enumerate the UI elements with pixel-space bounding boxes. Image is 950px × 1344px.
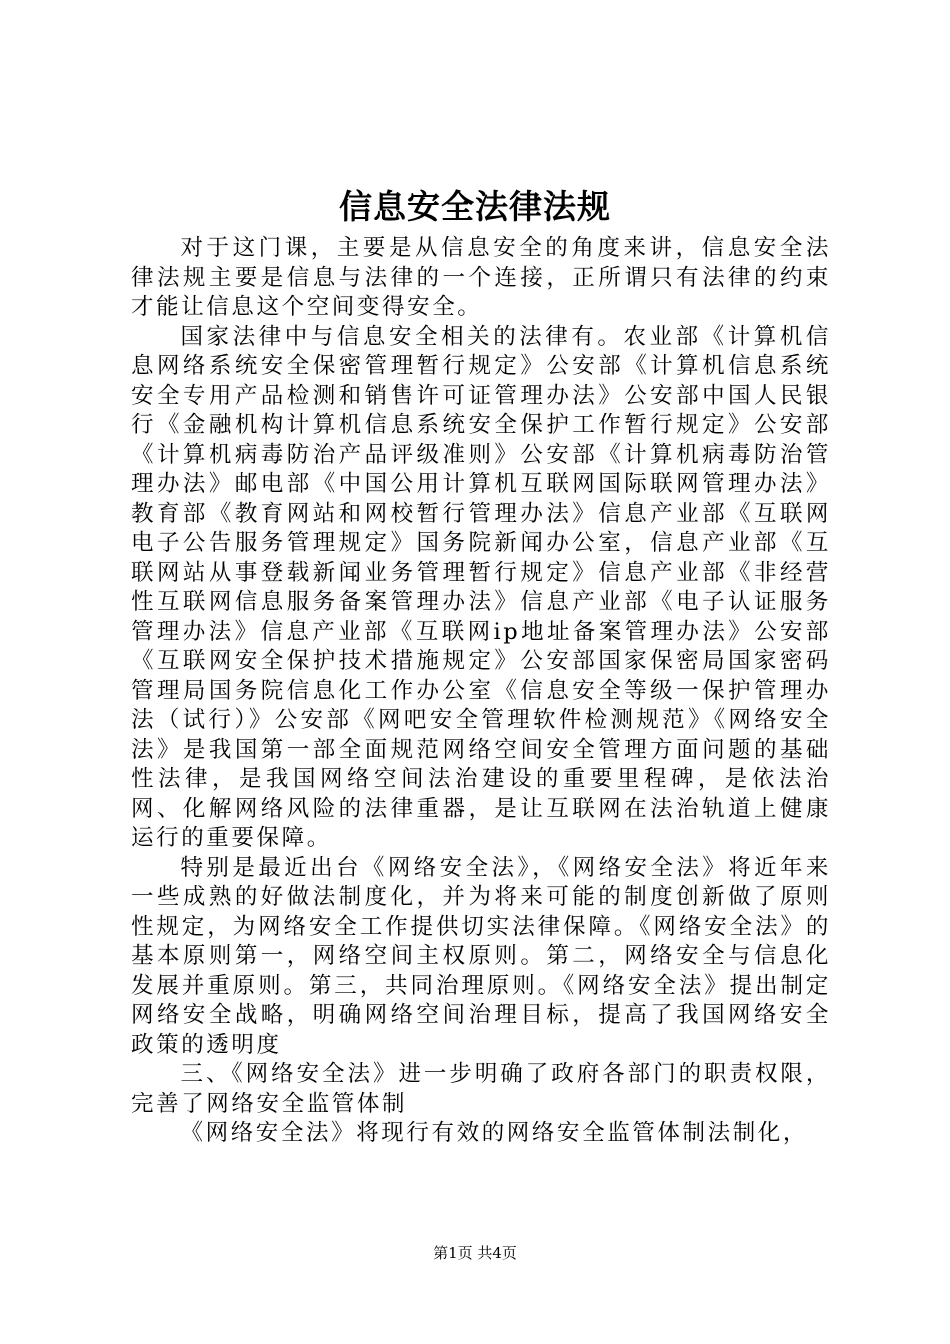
page-number-footer: 第1页 共4页: [433, 1244, 517, 1262]
paragraph-cybersecurity-law: 特别是最近出台《网络安全法》，《网络安全法》将近年来一些成熟的好做法制度化，并为将来可能的制度创新做了原则性规定，为网络安全工作提供切实法律保障。《网络安全法》的基本原则第一，网络空间主权原则。第二，网络安全与信息化发展并重原则。第三，共同治理原则。《网络安全法》提出制定网络安全战略，明确网络空间治理目标，提高了我国网络安全政策的透明度: [131, 854, 831, 1058]
paragraph-intro: 对于这门课，主要是从信息安全的角度来讲，信息安全法律法规主要是信息与法律的一个连接，正所谓只有法律的约束才能让信息这个空间变得安全。: [131, 235, 831, 320]
document-title: 信息安全法律法规: [339, 187, 611, 226]
paragraph-supervision: 《网络安全法》将现行有效的网络安全监管体制法制化，: [180, 1120, 809, 1146]
document-body: [131, 234, 831, 1149]
paragraph-laws-list: 国家法律中与信息安全相关的法律有。农业部《计算机信息网络系统安全保密管理暂行规定》公安部《计算机信息系统安全专用产品检测和销售许可证管理办法》公安部中国人民银行《金融机构计算机信息系统安全保护工作暂行规定》公安部《计算机病毒防治产品评级准则》公安部《计算机病毒防治管理办法》邮电部《中国公用计算机互联网国际联网管理办法》教育部《教育网站和网校暂行管理办法》信息产业部《互联网电子公告服务管理规定》国务院新闻办公室，信息产业部《互联网站从事登载新闻业务管理暂行规定》信息产业部《非经营性互联网信息服务备案管理办法》信息产业部《电子认证服务管理办法》信息产业部《互联网ip地址备案管理办法》公安部《互联网安全保护技术措施规定》公安部国家保密局国家密码管理局国务院信息化工作办公室《信息安全等级一保护管理办法（试行）》公安部《网吧安全管理软件检测规范》《网络安全法》是我国第一部全面规范网络空间安全管理方面问题的基础性法律，是我国网络空间法治建设的重要里程碑，是依法治网、化解网络风险的法律重器，是让互联网在法治轨道上健康运行的重要保障。: [131, 323, 831, 851]
paragraph-section-three: 三、《网络安全法》进一步明确了政府各部门的职责权限，完善了网络安全监管体制: [131, 1061, 831, 1117]
